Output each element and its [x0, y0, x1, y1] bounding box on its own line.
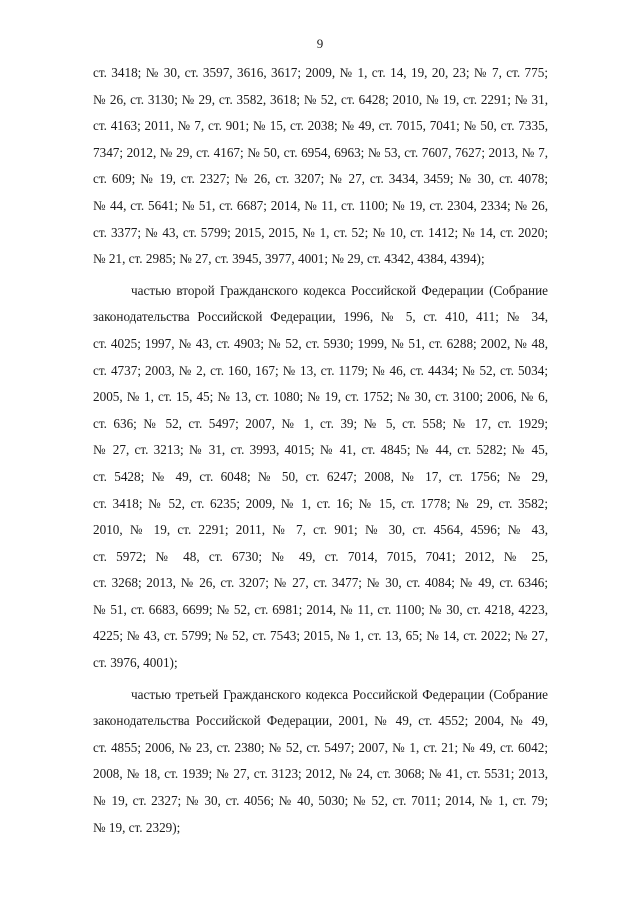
text-line: 4225; № 43, ст. 5799; № 52, ст. 7543; 2015, № 1, ст. 13, 65; № 14, ст. 2022; № 27,	[93, 628, 548, 644]
text-line: 2010, № 19, ст. 2291; 2011, № 7, ст. 901; № 30, ст. 4564, 4596; № 43,	[93, 522, 548, 538]
text-line: № 51, ст. 6683, 6699; № 52, ст. 6981; 2014, № 11, ст. 1100; № 30, ст. 4218, 4223,	[93, 601, 548, 617]
text-line: законодательства Российской Федерации, 2001, № 49, ст. 4552; 2004, № 49,	[93, 713, 548, 729]
text-line: 7347; 2012, № 29, ст. 4167; № 50, ст. 6954, 6963; № 53, ст. 7607, 7627; 2013, № 7,	[93, 144, 548, 160]
text-line: ст. 3377; № 43, ст. 5799; 2015, 2015, № 1, ст. 52; № 10, ст. 1412; № 14, ст. 2020;	[93, 224, 548, 240]
text-line: законодательства Российской Федерации, 1996, № 5, ст. 410, 411; № 34,	[93, 309, 548, 325]
text-line: № 21, ст. 2985; № 27, ст. 3945, 3977, 4001; № 29, ст. 4342, 4384, 4394);	[93, 251, 485, 267]
document-body	[93, 60, 548, 841]
text-line: ст. 4855; 2006, № 23, ст. 2380; № 52, ст. 5497; 2007, № 1, ст. 21; № 49, ст. 6042;	[93, 739, 548, 755]
text-line: частью второй Гражданского кодекса Российской Федерации (Собрание	[131, 282, 548, 298]
text-line: ст. 3268; 2013, № 26, ст. 3207; № 27, ст. 3477; № 30, ст. 4084; № 49, ст. 6346;	[93, 575, 548, 591]
paragraph	[93, 278, 548, 677]
text-line: ст. 3976, 4001);	[93, 655, 178, 671]
paragraph	[93, 60, 548, 273]
text-line: № 27, ст. 3213; № 31, ст. 3993, 4015; № 41, ст. 4845; № 44, ст. 5282; № 45,	[93, 442, 548, 458]
paragraph	[93, 682, 548, 842]
text-line: ст. 4025; 1997, № 43, ст. 4903; № 52, ст. 5930; 1999, № 51, ст. 6288; 2002, № 48,	[93, 335, 548, 351]
page-number: 9	[316, 36, 324, 51]
text-line: № 44, ст. 5641; № 51, ст. 6687; 2014, № 11, ст. 1100; № 19, ст. 2304, 2334; № 26,	[93, 197, 548, 213]
text-line: № 26, ст. 3130; № 29, ст. 3582, 3618; № 52, ст. 6428; 2010, № 19, ст. 2291; № 31,	[93, 91, 548, 107]
text-line: 2005, № 1, ст. 15, 45; № 13, ст. 1080; № 19, ст. 1752; № 30, ст. 3100; 2006, № 6,	[93, 389, 548, 405]
text-line: ст. 4737; 2003, № 2, ст. 160, 167; № 13, ст. 1179; № 46, ст. 4434; № 52, ст. 5034;	[93, 362, 548, 378]
text-line: ст. 5428; № 49, ст. 6048; № 50, ст. 6247; 2008, № 17, ст. 1756; № 29,	[93, 468, 548, 484]
text-line: № 19, ст. 2327; № 30, ст. 4056; № 40, 5030; № 52, ст. 7011; 2014, № 1, ст. 79;	[93, 793, 548, 809]
text-line: ст. 636; № 52, ст. 5497; 2007, № 1, ст. 39; № 5, ст. 558; № 17, ст. 1929;	[93, 415, 548, 431]
text-line: ст. 609; № 19, ст. 2327; № 26, ст. 3207; № 27, ст. 3434, 3459; № 30, ст. 4078;	[93, 171, 548, 187]
text-line: 2008, № 18, ст. 1939; № 27, ст. 3123; 2012, № 24, ст. 3068; № 41, ст. 5531; 2013,	[93, 766, 548, 782]
text-line: ст. 3418; № 52, ст. 6235; 2009, № 1, ст. 16; № 15, ст. 1778; № 29, ст. 3582;	[93, 495, 548, 511]
text-line: частью третьей Гражданского кодекса Российской Федерации (Собрание	[131, 686, 548, 702]
text-line: ст. 4163; 2011, № 7, ст. 901; № 15, ст. 2038; № 49, ст. 7015, 7041; № 50, ст. 7335,	[93, 118, 548, 134]
text-line: ст. 3418; № 30, ст. 3597, 3616, 3617; 2009, № 1, ст. 14, 19, 20, 23; № 7, ст. 775;	[93, 65, 548, 80]
text-line: № 19, ст. 2329);	[93, 819, 181, 835]
text-line: ст. 5972; № 48, ст. 6730; № 49, ст. 7014, 7015, 7041; 2012, № 25,	[93, 548, 548, 564]
